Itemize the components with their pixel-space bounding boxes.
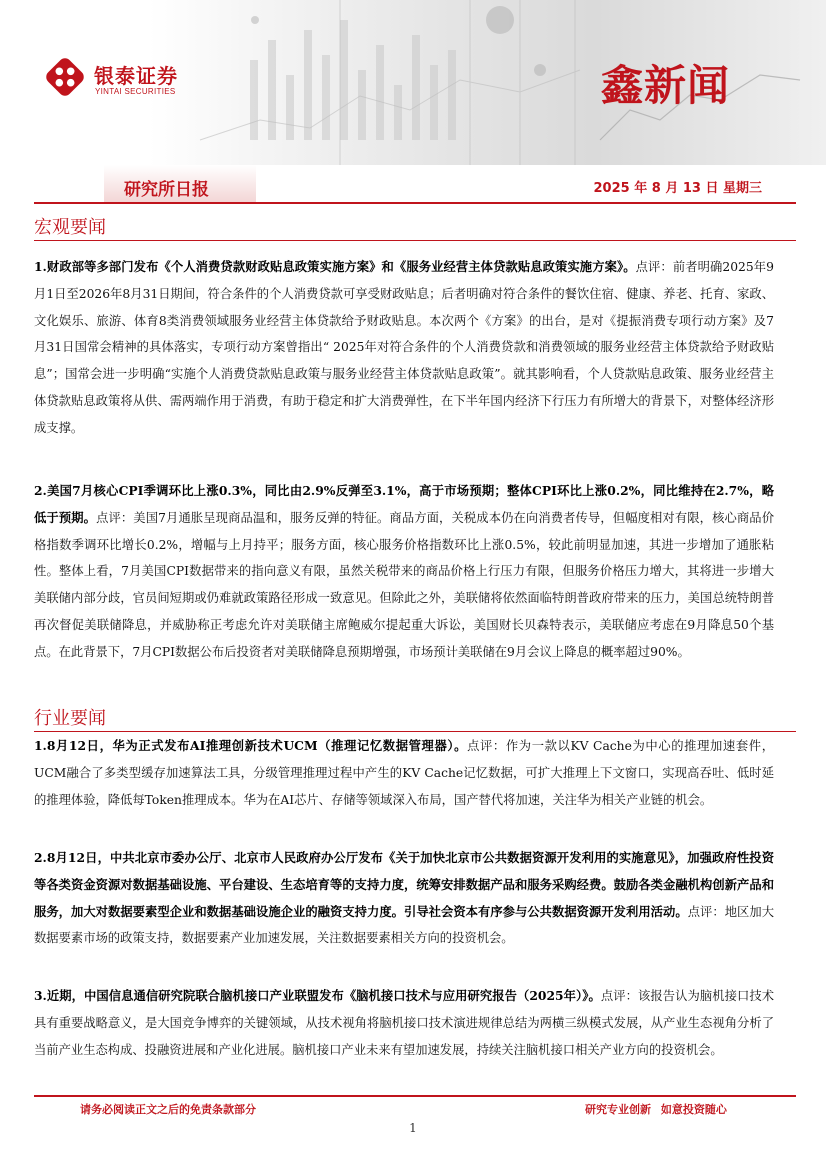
news-comment: 点评：地区加大数据要素市场的政策支持，数据要素产业加速发展，关注数据要素相关方向的投资机会。 — [34, 904, 774, 946]
news-headline: 1.8月12日，华为正式发布AI推理创新技术UCM（推理记忆数据管理器）。 — [34, 738, 468, 753]
report-type: 研究所日报 — [124, 180, 209, 200]
section-divider — [34, 240, 796, 241]
masthead-title: 鑫新闻 — [601, 61, 731, 110]
news-item — [34, 478, 774, 666]
news-comment: 点评：美国7月通胀呈现商品温和，服务反弹的特征。商品方面，关税成本仍在向消费者传导，但幅度相对有限，核心商品价格指数季调环比增长0.2%，增幅与上月持平；服务方面，核心服务价格指数环比上涨0.5%，较此前明显加速，其进一步增加了通胀粘性。整体上看，7月美国CPI数据带来的指向意义有限，虽然关税带来的商品价格上行压力有限，但服务价格压力增大，其将进一步增大美联储内部分歧，官员间短期或仍难就政策路径形成一致意见。但除此之外，美联储将依然面临特朗普政府带来的压力，美国总统特朗普再次督促美联储降息，并威胁称正考虑允许对美联储主席鲍威尔提起重大诉讼，美国财长贝森特表示，美联储应考虑在9月降息50个基点。在此背景下，7月CPI数据公布后投资者对美联储降息预期增强，市场预计美联储在9月会议上降息的概率超过90%。 — [34, 510, 774, 659]
header-banner — [0, 0, 826, 165]
news-headline: 3.近期，中国信息通信研究院联合脑机接口产业联盟发布《脑机接口技术与应用研究报告（2025年）》。 — [34, 988, 601, 1003]
brand-name-en: YINTAI SECURITIES — [95, 87, 176, 96]
news-comment: 点评：该报告认为脑机接口技术具有重要战略意义，是大国竞争博弈的关键领域，从技术视角将脑机接口技术演进规律总结为两横三纵模式发展，从产业生态视角分析了当前产业生态构成、投融资进展和产业化进展。脑机接口产业未来有望加速发展，持续关注脑机接口相关产业方向的投资机会。 — [34, 989, 774, 1057]
page-number: 1 — [409, 1121, 417, 1135]
header-divider — [34, 202, 796, 204]
report-date: 2025 年 8 月 13 日 星期三 — [593, 181, 762, 196]
section-title-industry: 行业要闻 — [34, 708, 106, 729]
footer-divider — [34, 1095, 796, 1097]
yintai-logo-icon — [46, 58, 84, 96]
news-headline: 2.8月12日，中共北京市委办公厅、北京市人民政府办公厅发布《关于加快北京市公共数据资源开发利用的实施意见》，加强政府性投资等各类资金资源对数据基础设施、平台建设、生态培育等的支持力度，统筹安排数据产品和服务采购经费。鼓励各类金融机构创新产品和服务，加大对数据要素型企业和数据基础设施企业的融资支持力度。引导社会资本有序参与公共数据资源开发利用活动。 — [34, 850, 774, 919]
news-item — [34, 254, 774, 442]
brand-name-cn: 银泰证券 — [94, 64, 178, 88]
news-item — [34, 733, 774, 813]
report-info-bar — [0, 165, 826, 205]
section-divider — [34, 731, 796, 732]
news-comment: 点评：前者明确2025年9月1日至2026年8月31日期间，符合条件的个人消费贷款可享受财政贴息；后者明确对符合条件的餐饮住宿、健康、养老、托育、家政、文化娱乐、旅游、体育8类消费领域服务业经营主体贷款给予财政贴息。本次两个《方案》的出台，是对《提振消费专项行动方案》及7月31日国常会精神的具体落实，专项行动方案曾指出“ 2025年对符合条件的个人消费贷款和消费领域的服务业经营主体贷款给予财政贴息”；国常会进一步明确“实施个人消费贷款贴息政策与服务业经营主体贷款贴息政策”。就其影响看，个人贷款贴息政策、服务业经营主体贷款贴息政策将从供、需两端作用于消费，有助于稳定和扩大消费弹性，在下半年国内经济下行压力有所增大的背景下，对整体经济形成支撑。 — [34, 260, 774, 435]
news-headline: 2.美国7月核心CPI季调环比上涨0.3%，同比由2.9%反弹至3.1%，高于市场预期；整体CPI环比上涨0.2%，同比维持在2.7%，略低于预期。 — [34, 483, 774, 525]
news-item — [34, 845, 774, 952]
news-item — [34, 983, 774, 1063]
news-comment: 点评：作为一款以KV Cache为中心的推理加速套件，UCM融合了多类型缓存加速算法工具，分级管理推理过程中产生的KV Cache记忆数据，可扩大推理上下文窗口，实现高吞吐、低时延的推理体验，降低每Token推理成本。华为在AI芯片、存储等领域深入布局，国产替代将加速，关注华为相关产业链的机会。 — [34, 739, 774, 807]
section-title-macro: 宏观要闻 — [34, 217, 106, 238]
disclaimer-note: 请务必阅读正文之后的免责条款部分 — [80, 1103, 256, 1116]
footer-slogan: 研究专业创新 如意投资随心 — [585, 1103, 727, 1116]
news-headline: 1.财政部等多部门发布《个人消费贷款财政贴息政策实施方案》和《服务业经营主体贷款贴息政策实施方案》。 — [34, 259, 636, 274]
